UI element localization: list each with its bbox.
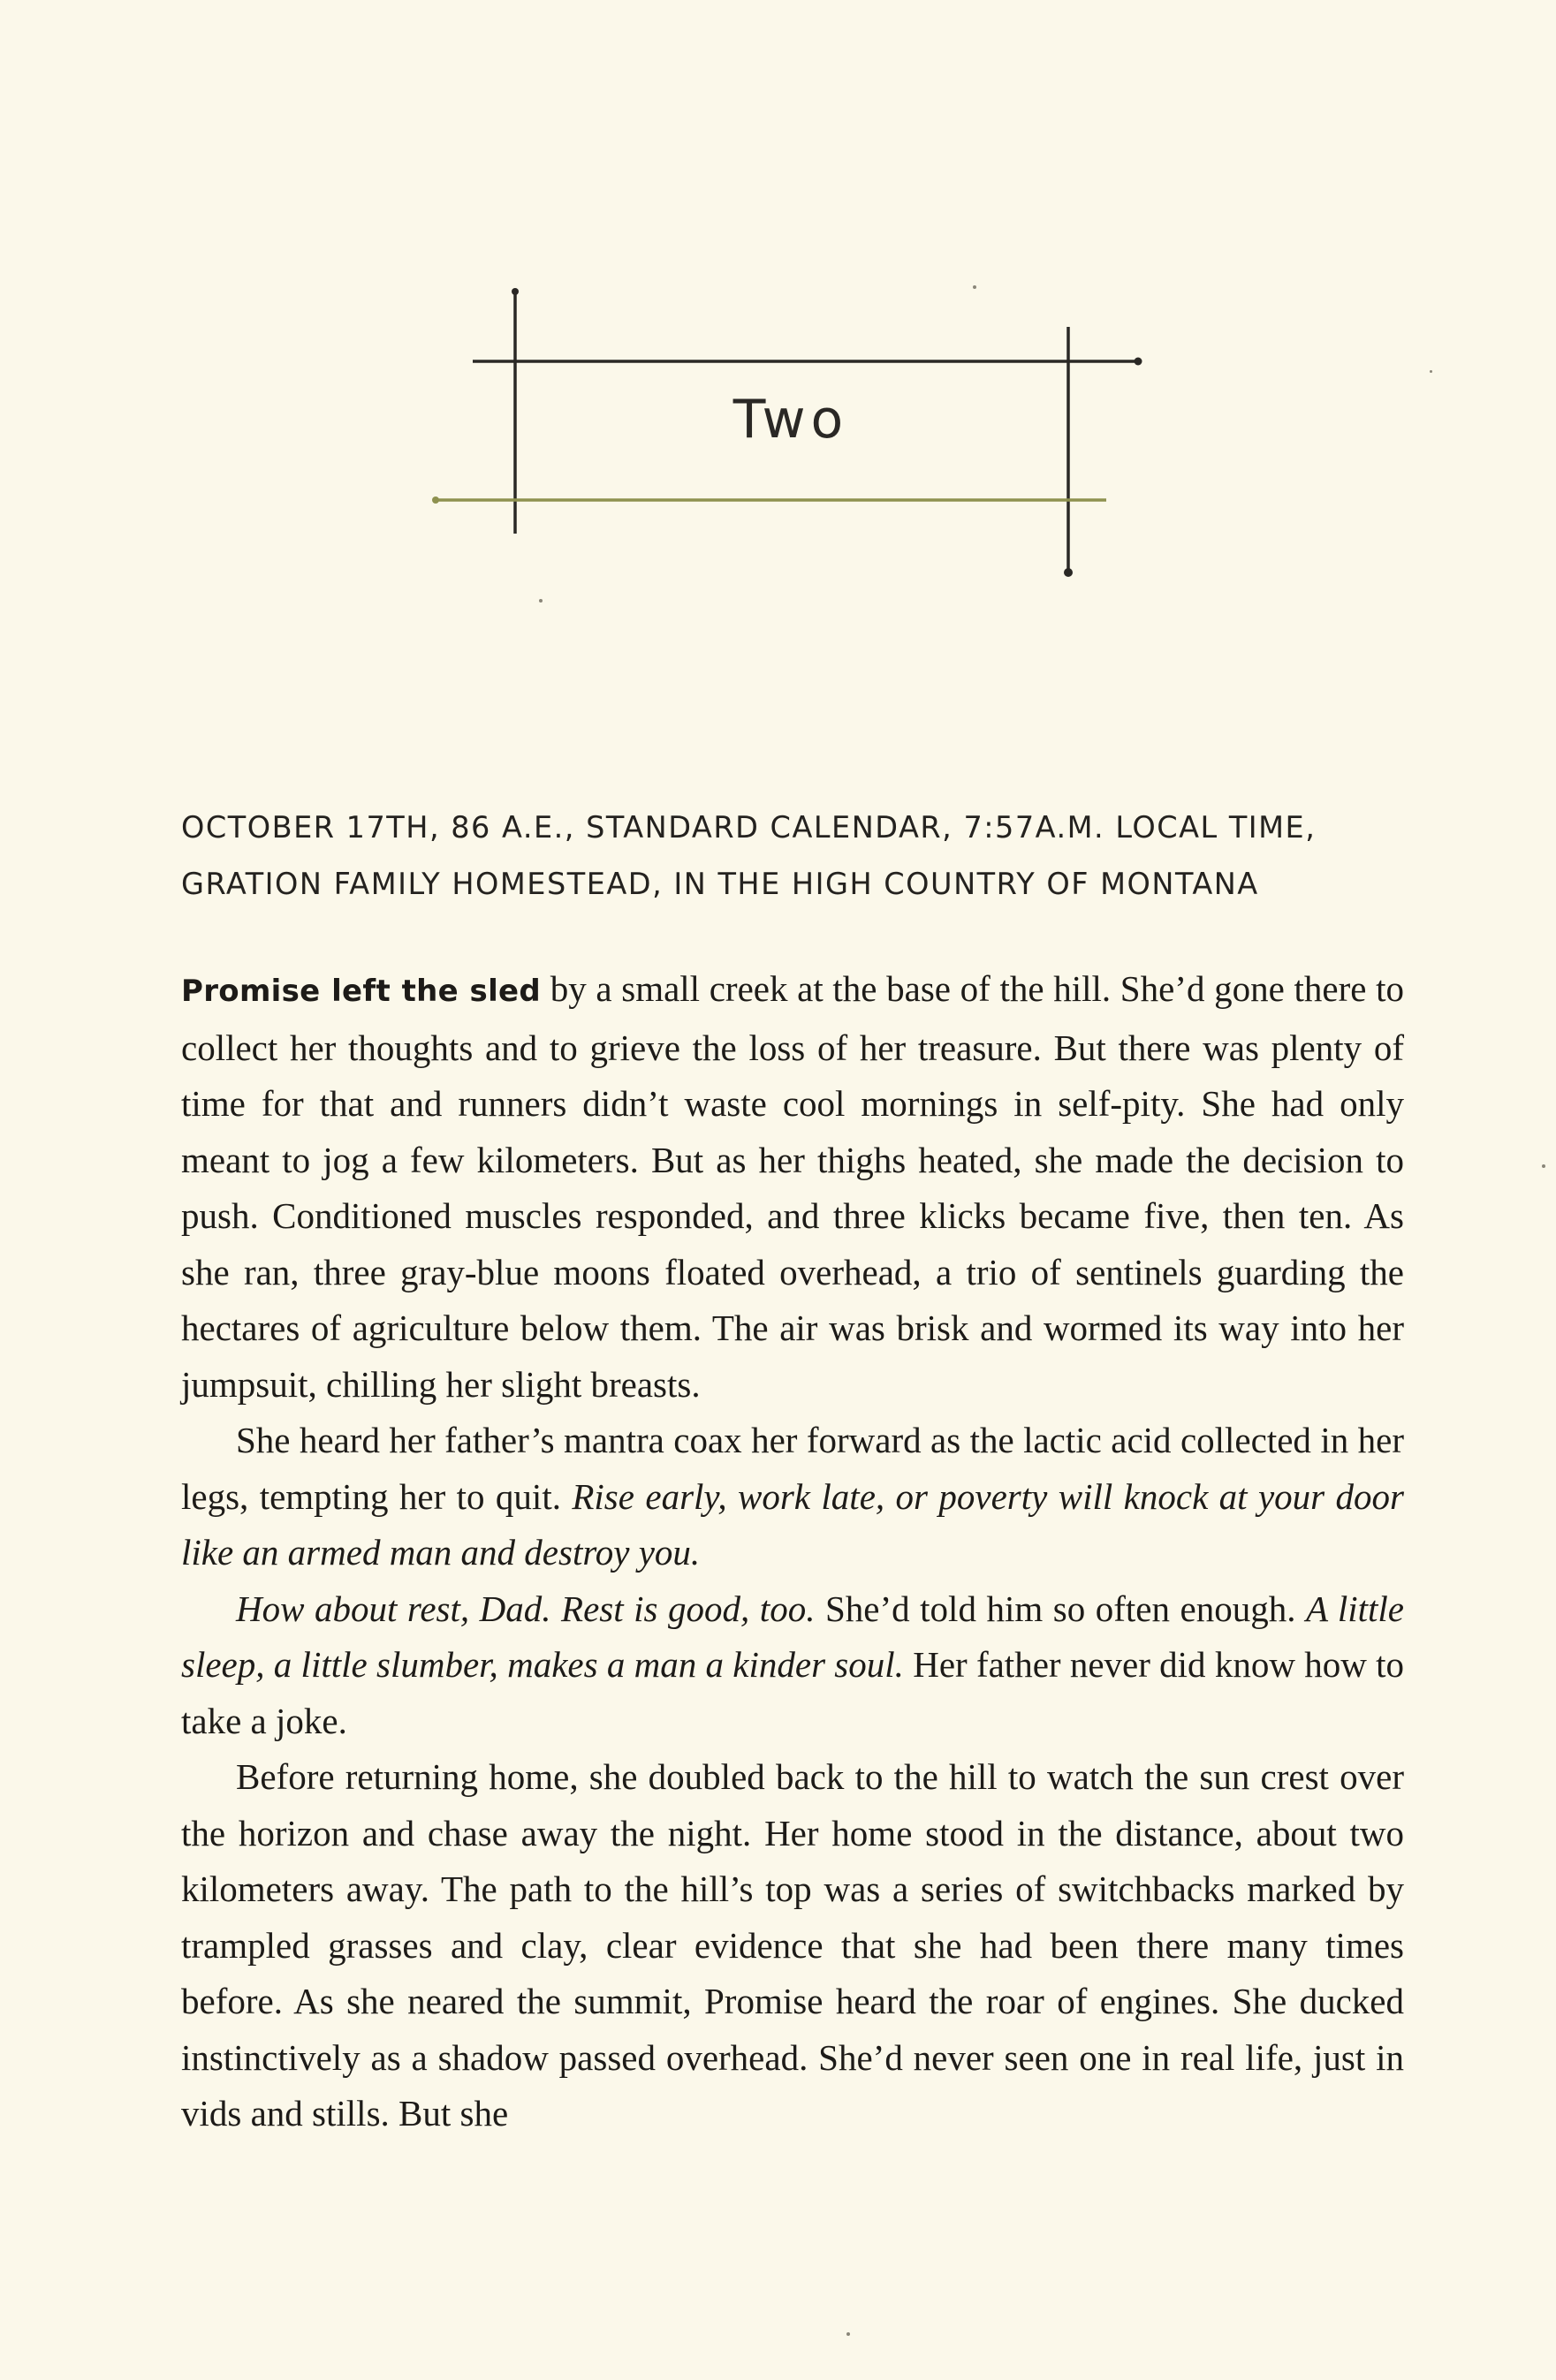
ornament-dot-left bbox=[432, 496, 439, 504]
paragraph-4 bbox=[181, 1749, 1404, 2142]
paragraph-2 bbox=[181, 1413, 1404, 1581]
paragraph-3-italic-2: A little sleep, a little slumber, makes a man a kinder soul. bbox=[181, 1588, 1404, 1685]
chapter-ornament bbox=[0, 0, 1556, 671]
paragraph-3-text-1: She’d told him so often enough. bbox=[815, 1588, 1306, 1629]
chapter-title: Two bbox=[732, 389, 849, 451]
dateline-date: OCTOBER 17TH, 86 A.E., STANDARD CALENDAR, 7:57A.M. LOCAL TIME, bbox=[181, 810, 1317, 845]
ornament-dot-right bbox=[1135, 358, 1142, 366]
paragraph-1 bbox=[181, 961, 1404, 1413]
paragraph-3-italic-1: How about rest, Dad. Rest is good, too. bbox=[236, 1588, 816, 1629]
scan-speck bbox=[973, 285, 976, 289]
paragraph-3-text-2: Her father never did know how to take a joke. bbox=[181, 1644, 1404, 1741]
scan-speck bbox=[846, 2332, 850, 2336]
dateline-place: GRATION FAMILY HOMESTEAD, IN THE HIGH COUNTRY OF MONTANA bbox=[181, 867, 1259, 901]
paragraph-lead-in: Promise left the sled bbox=[181, 974, 542, 1009]
ornament-dot-top bbox=[512, 288, 519, 295]
chapter-dateline bbox=[181, 800, 1436, 913]
paragraph-2-italic: Rise early, work late, or poverty will knock at your door like an armed man and destroy you. bbox=[181, 1475, 1404, 1573]
ornament-dot-bottom bbox=[1064, 568, 1073, 577]
scan-speck bbox=[1542, 1164, 1545, 1168]
scan-speck bbox=[539, 599, 543, 603]
paragraph-4-text: Before returning home, she doubled back to the hill to watch the sun crest over the horizon and chase away the night. Her home stood in the distance, about two kilometers away. The path to the hill’s top was a series of switchbacks marked by trampled grasses and clay, clear evidence that she had been there many times before. As she neared the summit, Promise heard the roar of engines. She ducked instinctively as a shadow passed overhead. She’d never seen one in real life, just in vids and stills. But she bbox=[181, 1756, 1404, 2134]
paragraph-2-text: She heard her father’s mantra coax her forward as the lactic acid collected in her legs, tempting her to quit. bbox=[181, 1420, 1404, 1517]
paragraph-1-text: by a small creek at the base of the hill. She’d gone there to collect her thoughts and to grieve the loss of her treasure. But there was plenty of time for that and runners didn’t waste cool mornings in self-pity. She had only meant to jog a few kilometers. But as her thighs heated, she made the decision to push. Conditioned muscles responded, and three klicks became five, then ten. As she ran, three gray-blue moons floated overhead, a trio of sentinels guarding the hectares of agriculture below them. The air was brisk and wormed its way into her jumpsuit, chilling her slight breasts. bbox=[181, 968, 1404, 1405]
paragraph-3 bbox=[181, 1581, 1404, 1750]
scan-speck bbox=[1430, 370, 1432, 373]
body-text bbox=[181, 961, 1404, 2142]
